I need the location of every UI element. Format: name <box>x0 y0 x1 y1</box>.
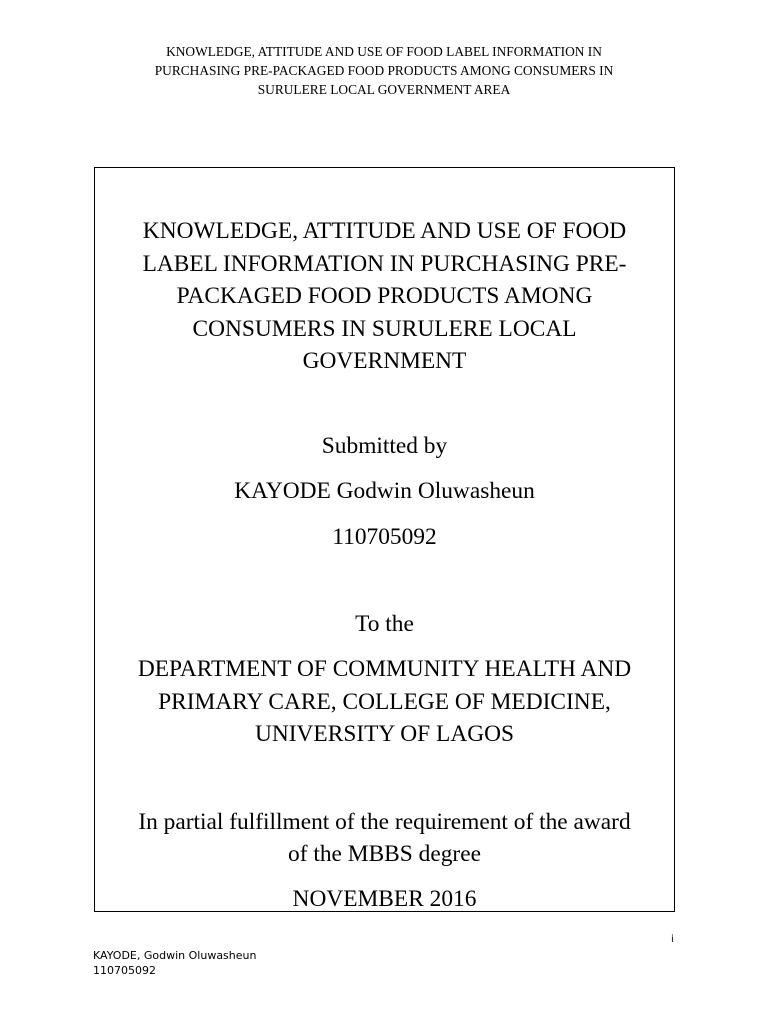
running-header-line: KNOWLEDGE, ATTITUDE AND USE OF FOOD LABEL INFORMATION IN <box>166 44 602 59</box>
thesis-title-line: GOVERNMENT <box>302 348 467 374</box>
thesis-title-line: CONSUMERS IN SURULERE LOCAL <box>192 315 577 342</box>
fulfillment-line: of the MBBS degree <box>288 840 481 867</box>
running-header-line: SURULERE LOCAL GOVERNMENT AREA <box>257 82 511 97</box>
thesis-title <box>95 215 674 378</box>
thesis-title-line: LABEL INFORMATION IN PURCHASING PRE- <box>142 250 627 277</box>
thesis-title-line: PACKAGED FOOD PRODUCTS AMONG <box>176 283 593 309</box>
to-the-label: To the <box>355 611 414 637</box>
department-line: DEPARTMENT OF COMMUNITY HEALTH AND <box>137 656 632 682</box>
title-box <box>94 167 675 912</box>
running-header-line: PURCHASING PRE-PACKAGED FOOD PRODUCTS AMONG CONSUMERS IN <box>154 63 614 78</box>
footer-matric-number: 110705092 <box>93 964 156 977</box>
department-line: UNIVERSITY OF LAGOS <box>254 721 515 747</box>
page-footer <box>93 948 256 978</box>
submission-date: NOVEMBER 2016 <box>292 886 477 912</box>
thesis-title-line: KNOWLEDGE, ATTITUDE AND USE OF FOOD <box>142 218 627 244</box>
page-number: i <box>671 934 674 945</box>
submitted-by-label: Submitted by <box>321 433 448 459</box>
department <box>95 653 674 751</box>
department-line: PRIMARY CARE, COLLEGE OF MEDICINE, <box>158 688 611 715</box>
matric-number: 110705092 <box>332 524 437 550</box>
footer-author: KAYODE, Godwin Oluwasheun <box>93 949 257 962</box>
running-header <box>0 42 768 99</box>
fulfillment-statement <box>95 807 674 870</box>
fulfillment-line: In partial fulfillment of the requirement of the award <box>138 809 631 835</box>
author-name: KAYODE Godwin Oluwasheun <box>234 478 535 504</box>
